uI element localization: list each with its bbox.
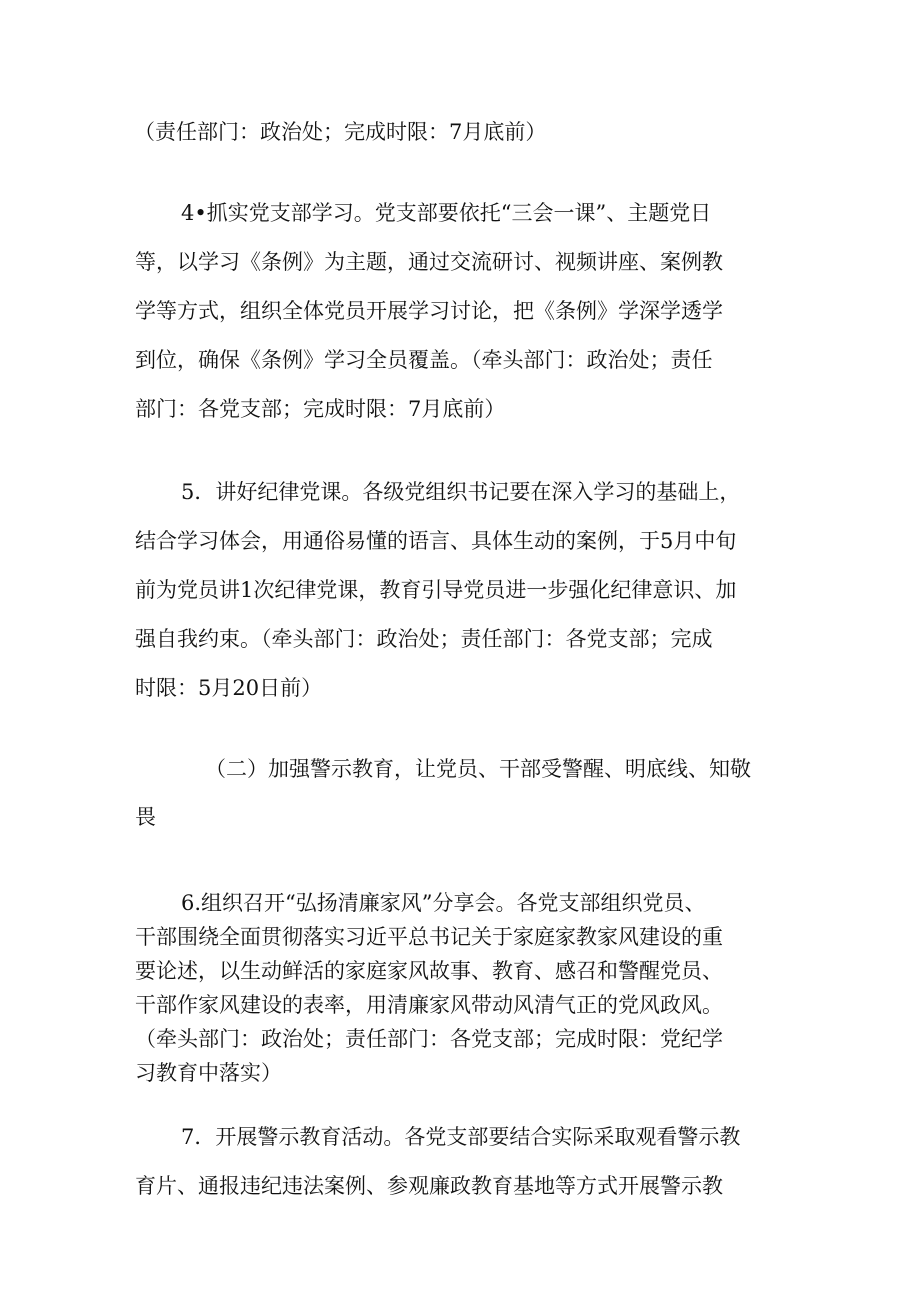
text-line: 结合学习体会，用通俗易懂的语言、具体生动的案例，于5月中旬	[135, 529, 737, 553]
text-line: 前为党员讲1次纪律党课，教育引导党员进一步强化纪律意识、加	[135, 578, 737, 602]
heading-line: 畏	[135, 805, 156, 829]
text-line: （牵头部门：政治处；责任部门：各党支部；完成时限：党纪学	[135, 1027, 723, 1051]
text-line: 干部作家风建设的表率，用清廉家风带动风清气正的党风政风。	[135, 993, 723, 1017]
text-line: 到位，确保《条例》学习全员覆盖。（牵头部门：政治处；责任	[135, 348, 713, 372]
heading-line: （二）加强警示教育，让党员、干部受警醒、明底线、知敬	[205, 757, 751, 781]
text-line: 4•抓实党支部学习。党支部要依托“三会一课”、主题党日	[181, 201, 712, 225]
text-line: 强自我约束。（牵头部门：政治处；责任部门：各党支部；完成	[135, 627, 713, 651]
text-line: 要论述，以生动鲜活的家庭家风故事、教育、感召和警醒党员、	[135, 959, 723, 983]
text-line: 时限：5月20日前）	[135, 676, 323, 700]
text-line: 7．开展警示教育活动。各党支部要结合实际采取观看警示教	[181, 1125, 741, 1149]
text-line: 育片、通报违纪违法案例、参观廉政教育基地等方式开展警示教	[135, 1174, 723, 1198]
text-line: 习教育中落实）	[135, 1061, 282, 1085]
text-line: 等，以学习《条例》为主题，通过交流研讨、视频讲座、案例教	[135, 250, 723, 274]
text-line: 6.组织召开“弘扬清廉家风”分享会。各党支部组织党员、	[181, 891, 706, 915]
text-line: （责任部门：政治处；完成时限：7月底前）	[134, 120, 547, 144]
text-line: 5．讲好纪律党课。各级党组织书记要在深入学习的基础上，	[181, 480, 741, 504]
text-line: 学等方式，组织全体党员开展学习讨论，把《条例》学深学透学	[135, 299, 723, 323]
text-line: 部门：各党支部；完成时限：7月底前）	[135, 397, 506, 421]
text-line: 干部围绕全面贯彻落实习近平总书记关于家庭家教家风建设的重	[135, 925, 723, 949]
